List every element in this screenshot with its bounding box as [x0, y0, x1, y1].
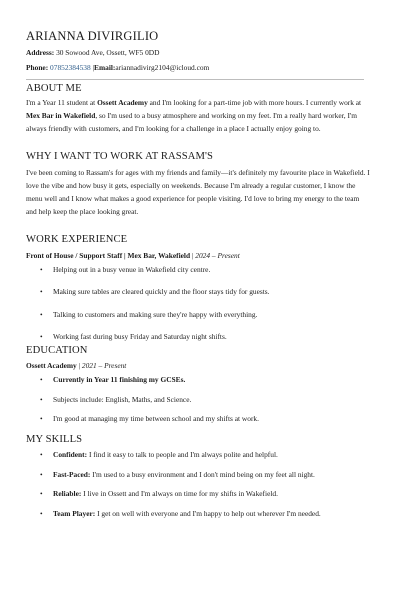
bullet-icon: • [40, 309, 43, 319]
skills-bullets [26, 449, 372, 527]
list-item-text: I'm good at managing my time between school and my shifts at work. [53, 414, 259, 423]
address-line [26, 48, 159, 58]
phone-link[interactable]: 07852384538 [50, 63, 91, 72]
skill-text: I find it easy to talk to people and I'm always polite and helpful. [87, 450, 278, 459]
why-paragraph: I've been coming to Rassam's for ages with my friends and family—it's definitely my favourite place in Wakefield. I love the vibe and how busy it gets, especially on weekends. Because I'm already a regular customer, I know the menu well and I know what makes a good experience for people visiting. I'd love to bring my energy to the team and help keep the place looking great. [26, 168, 370, 216]
about-text-3: , so I'm used to a busy atmosphere and working on my feet. I'm a really hard worker, I'm always friendly with customers, and I'm looking for a challenge in a place I actually enjoy going to. [26, 110, 358, 133]
skill-label: Fast-Paced: [53, 469, 91, 479]
education-school: Ossett Academy [26, 361, 77, 370]
list-item [26, 374, 372, 387]
about-workplace: Mex Bar in Wakefield [26, 110, 96, 120]
applicant-name: ARIANNA DIVIRGILIO [26, 29, 159, 43]
about-text-2: and I'm looking for a part-time job with more hours. I currently work at [147, 98, 362, 107]
email-link[interactable]: ariannadivirg2104@icloud.com [115, 63, 210, 72]
bullet-icon: • [40, 489, 43, 498]
email-label: Email: [94, 63, 116, 72]
address-label: Address: [26, 48, 55, 57]
work-dates: 2024 – Present [195, 251, 240, 260]
work-heading: WORK EXPERIENCE [26, 234, 128, 245]
bullet-icon: • [40, 287, 43, 297]
education-heading: EDUCATION [26, 345, 88, 356]
contact-line [26, 63, 209, 73]
bullet-icon: • [40, 375, 43, 384]
address-value: 30 Sowood Ave, Ossett, WF5 0DD [56, 48, 160, 57]
bullet-icon: • [40, 394, 43, 404]
list-item-bold: Currently in Year 11 finishing my GCSEs. [53, 375, 186, 384]
work-separator: | [190, 251, 196, 260]
list-item [26, 309, 372, 322]
list-item [26, 488, 372, 501]
list-item [26, 264, 372, 277]
bullet-icon: • [40, 508, 43, 518]
skill-label: Team Player: [53, 508, 96, 518]
about-heading: ABOUT ME [26, 83, 82, 94]
education-line [26, 361, 126, 371]
list-item-text: Helping out in a busy venue in Wakefield city centre. [53, 265, 211, 274]
list-item-text: Subjects include: English, Maths, and Science. [53, 394, 192, 404]
bullet-icon: • [40, 332, 43, 342]
list-item [26, 286, 372, 299]
bullet-icon: • [40, 414, 43, 423]
education-bullets [26, 374, 372, 433]
about-paragraph [26, 97, 370, 136]
list-item [26, 449, 372, 462]
list-item-text: Making sure tables are cleared quickly and the floor stays tidy for guests. [53, 287, 270, 297]
work-role: Front of House / Support Staff | Mex Bar, Wakefield [26, 251, 191, 260]
bullet-icon: • [40, 450, 43, 459]
list-item [26, 469, 372, 482]
education-dates: 2021 – Present [81, 361, 127, 370]
list-item-text: Talking to customers and making sure they're happy with everything. [53, 309, 258, 319]
skill-label: Confident: [53, 450, 88, 459]
list-item [26, 508, 372, 521]
about-text-1: I'm a Year 11 student at [26, 98, 98, 107]
phone-label: Phone: [26, 63, 49, 72]
header-divider [26, 79, 364, 80]
education-separator: | [76, 361, 82, 370]
list-item [26, 331, 372, 344]
contact-separator: | [92, 63, 95, 72]
skill-text: I get on well with everyone and I'm happy to help out wherever I'm needed. [95, 508, 321, 518]
skill-text: I live in Ossett and I'm always on time for my shifts in Wakefield. [81, 489, 278, 498]
bullet-icon: • [40, 265, 43, 274]
list-item [26, 413, 372, 426]
list-item-text: Working fast during busy Friday and Saturday night shifts. [53, 332, 227, 342]
why-heading: WHY I WANT TO WORK AT RASSAM'S [26, 151, 213, 162]
skill-text: I'm used to a busy environment and I don't mind being on my feet all night. [90, 469, 315, 479]
list-item [26, 394, 372, 407]
about-school: Ossett Academy [97, 98, 148, 107]
bullet-icon: • [40, 469, 43, 479]
skill-label: Reliable: [53, 489, 82, 498]
work-role-line [26, 251, 240, 261]
skills-heading: MY SKILLS [26, 434, 83, 445]
work-bullets [26, 264, 372, 354]
